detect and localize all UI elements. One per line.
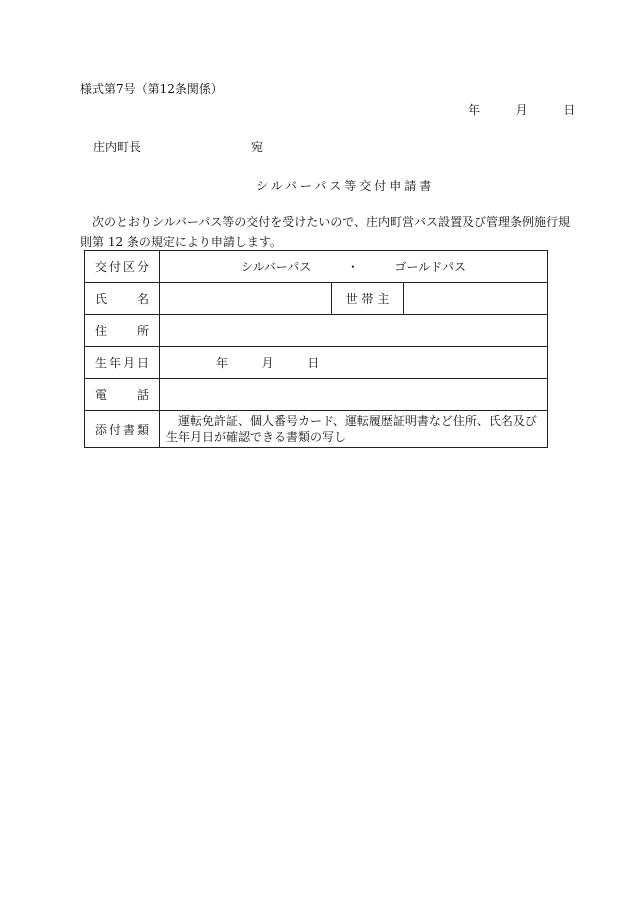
application-table <box>84 250 548 448</box>
name-field[interactable] <box>160 283 332 315</box>
attachments-line-2: 生年月日が確認できる書類の写し <box>166 430 347 444</box>
option-gold-pass[interactable]: ゴールドパス <box>394 260 467 274</box>
option-separator: ・ <box>346 260 359 274</box>
attachments-line-1: 運転免許証、個人番号カード、運転履歴証明書など住所、氏名及び <box>178 414 537 428</box>
intro-text: 次のとおりシルバーパス等の交付を受けたいので、庄内町営バス設置及び管理条例施行規則第 12 条の規定により申請します。 <box>80 215 571 249</box>
row-address <box>85 315 548 347</box>
option-silver-pass[interactable]: シルバーパス <box>240 260 312 274</box>
birth-day: 日 <box>307 356 320 370</box>
form-number: 様式第7号（第12条関係） <box>80 82 223 96</box>
phone-field[interactable] <box>160 379 548 411</box>
issue-type-value[interactable] <box>160 251 548 283</box>
row-birthdate <box>85 347 548 379</box>
row-attachments <box>85 411 548 448</box>
date-month: 月 <box>515 103 528 117</box>
issue-type-label: 交付区分 <box>85 251 160 283</box>
phone-label: 電 話 <box>85 379 160 411</box>
birth-month: 月 <box>261 356 274 370</box>
birthdate-field[interactable] <box>160 347 548 379</box>
address-field[interactable] <box>160 315 548 347</box>
householder-field[interactable] <box>404 283 548 315</box>
date-year: 年 <box>468 103 481 117</box>
attachments-label: 添付書類 <box>85 411 160 448</box>
birth-year: 年 <box>216 356 229 370</box>
intro-paragraph <box>80 212 580 252</box>
birthdate-label: 生年月日 <box>85 347 160 379</box>
address-label: 住 所 <box>85 315 160 347</box>
date-day: 日 <box>563 103 576 117</box>
row-name <box>85 283 548 315</box>
row-phone <box>85 379 548 411</box>
attachments-text <box>160 411 548 448</box>
name-label: 氏 名 <box>85 283 160 315</box>
document-title: シルバーパス等交付申請書 <box>256 179 435 193</box>
householder-label: 世 帯 主 <box>332 283 404 315</box>
recipient-suffix: 宛 <box>251 140 264 154</box>
date-line <box>468 101 575 118</box>
recipient: 庄内町長 <box>93 140 142 154</box>
row-issue-type <box>85 251 548 283</box>
